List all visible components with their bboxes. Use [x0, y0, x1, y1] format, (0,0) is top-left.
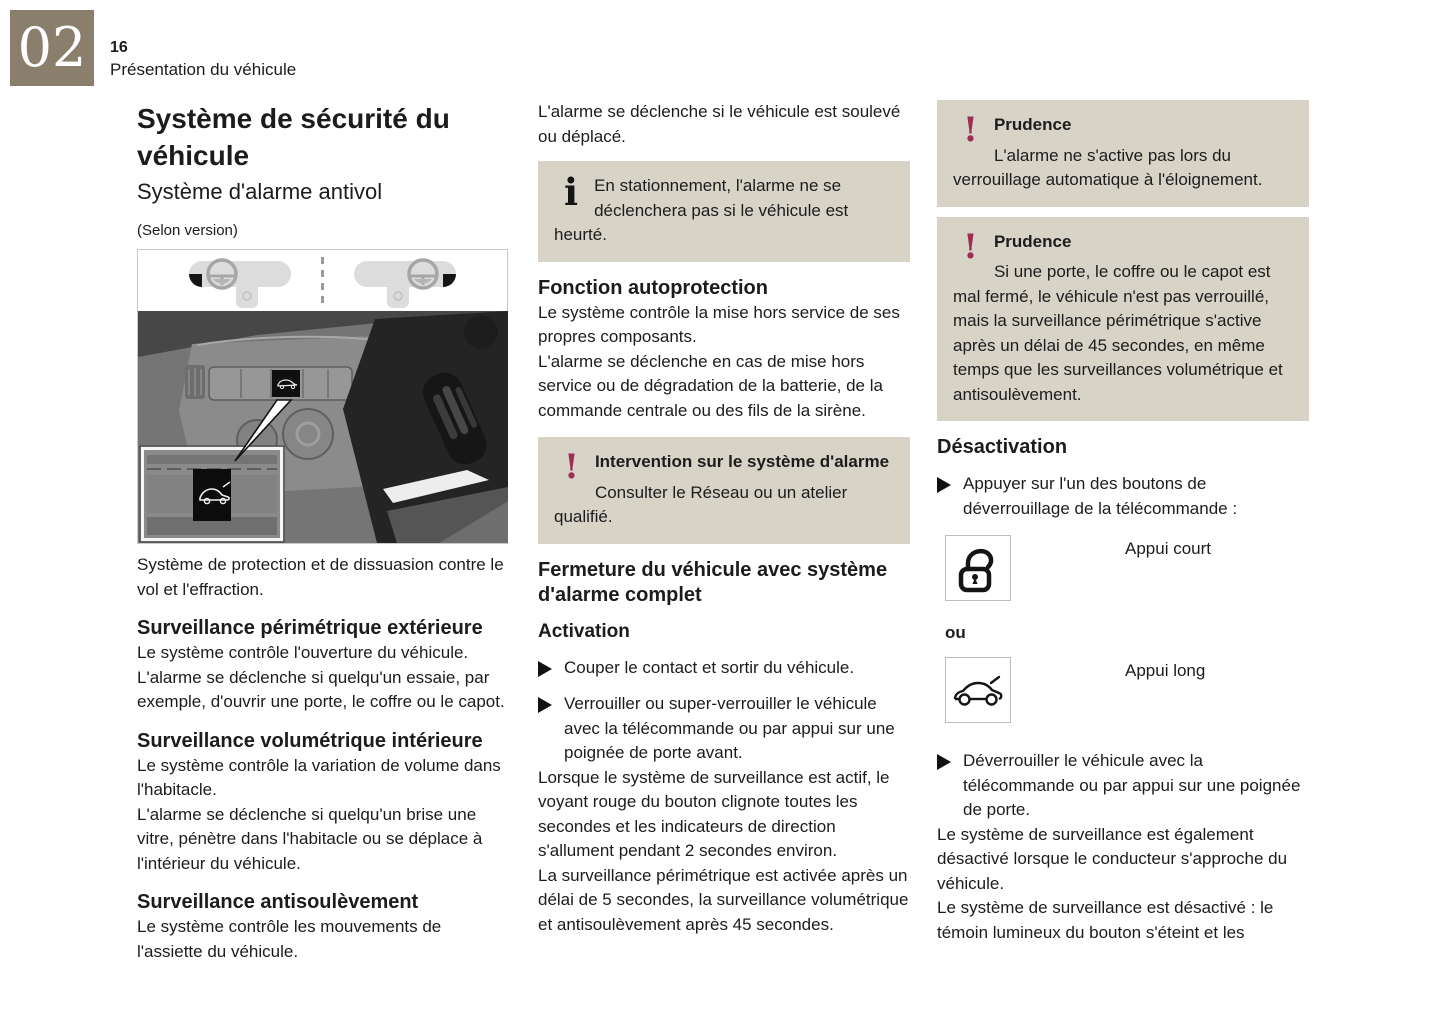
bullet-arrow-icon [937, 754, 951, 770]
heading-fonction-autoprotection: Fonction autoprotection [538, 276, 768, 299]
middle-column [538, 100, 910, 937]
paragraph: Le système de surveillance est également désactivé lorsque le conducteur s'approche du véhicule. [937, 824, 1288, 893]
paragraph: Le système contrôle l'ouverture du véhicule. [137, 643, 469, 662]
paragraph: L'alarme se déclenche si quelqu'un brise une vitre, pénètre dans l'habitacle ou se déplace à l'intérieur du véhicule. [137, 804, 483, 873]
warning-box [538, 437, 910, 544]
heading-activation: Activation [538, 620, 630, 642]
alarm-button-inset [140, 446, 284, 542]
car-tailgate-icon [945, 657, 1011, 723]
option-label: Appui court [1125, 539, 1211, 558]
caution-box [937, 217, 1309, 422]
chapter-tab [10, 10, 94, 86]
paragraph: La surveillance périmétrique est activée après un délai de 5 secondes, la surveillance volumétrique et antisoulèvement après 45 secondes. [538, 865, 909, 934]
unlock-icon [945, 535, 1011, 601]
paragraph: Le système contrôle la mise hors service de ses propres composants. [538, 302, 900, 346]
warning-text: Consulter le Réseau ou un atelier qualifié. [554, 482, 848, 526]
page-title: Système de sécurité du véhicule [137, 103, 450, 171]
caution-text: L'alarme ne s'active pas lors du verrouillage automatique à l'éloignement. [953, 145, 1263, 189]
bullet-text: Déverrouiller le véhicule avec la télécommande ou par appui sur une poignée de porte. [963, 751, 1301, 819]
caution-box [937, 100, 1309, 207]
bullet-text: Appuyer sur l'un des boutons de déverrouillage de la télécommande : [963, 474, 1238, 518]
heading-fermeture: Fermeture du véhicule avec système d'alarme complet [538, 558, 888, 606]
heading-surveillance-perimetrique: Surveillance périmétrique extérieure [137, 617, 483, 639]
caution-title: Prudence [993, 115, 1072, 134]
heading-desactivation: Désactivation [937, 436, 1068, 458]
list-item [538, 656, 910, 681]
paragraph: Le système de surveillance est désactivé : le témoin lumineux du bouton s'éteint et les [937, 898, 1274, 942]
right-column [937, 100, 1309, 945]
bullet-text: Verrouiller ou super-verrouiller le véhicule avec la télécommande ou par appui sur une poignée de porte avant. [564, 694, 895, 762]
left-column [137, 100, 509, 964]
info-icon: i [564, 170, 579, 214]
remote-option-long-press [937, 657, 1309, 723]
caution-text: Si une porte, le coffre ou le capot est mal fermé, le véhicule n'est pas verrouillé, mais la surveillance périmétrique s'active après un délai de 45 secondes, en même temps que les surveillances volumétrique et antisoulèvement. [953, 262, 1283, 404]
alarm-button [272, 370, 300, 397]
paragraph: Lorsque le système de surveillance est actif, le voyant rouge du bouton clignote toutes les secondes et les indicateurs de direction s'allument pendant 2 secondes environ. [538, 767, 890, 860]
caution-title: Prudence [993, 231, 1072, 251]
paragraph: Le système contrôle les mouvements de l'assiette du véhicule. [137, 917, 442, 961]
info-box [538, 161, 910, 262]
warning-icon: ! [963, 110, 978, 150]
alarm-button-zoomed [193, 469, 231, 521]
warning-icon: ! [564, 447, 579, 487]
page-number: 16 [110, 39, 128, 56]
bullet-arrow-icon [538, 661, 552, 677]
figure-caption: Système de protection et de dissuasion contre le vol et l'effraction. [137, 555, 504, 599]
or-label: ou [945, 623, 966, 642]
running-header [110, 38, 296, 82]
bullet-arrow-icon [937, 477, 951, 493]
paragraph: L'alarme se déclenche si quelqu'un essaie, par exemple, d'ouvrir une porte, le coffre ou le capot. [137, 667, 505, 711]
paragraph: L'alarme se déclenche en cas de mise hors service ou de dégradation de la batterie, de la commande centrale ou des fils de la sirène. [538, 351, 883, 420]
alarm-button-location-figure [137, 249, 508, 544]
list-item [937, 472, 1309, 521]
option-label: Appui long [1125, 661, 1206, 680]
heading-surveillance-antisoulevement: Surveillance antisoulèvement [137, 891, 419, 913]
version-note: (Selon version) [137, 222, 238, 239]
bullet-arrow-icon [538, 697, 552, 713]
paragraph: Le système contrôle la variation de volume dans l'habitacle. [137, 755, 501, 799]
heading-surveillance-volumetrique: Surveillance volumétrique intérieure [137, 729, 483, 752]
list-item [937, 749, 1309, 823]
warning-icon: ! [963, 226, 978, 267]
list-item [538, 692, 910, 766]
warning-title: Intervention sur le système d'alarme [594, 452, 890, 471]
page-subtitle: Système d'alarme antivol [137, 179, 383, 204]
section-title: Présentation du véhicule [110, 60, 297, 79]
chapter-number: 02 [17, 16, 87, 79]
bullet-text: Couper le contact et sortir du véhicule. [564, 657, 855, 677]
paragraph: L'alarme se déclenche si le véhicule est soulevé ou déplacé. [538, 102, 901, 146]
info-text: En stationnement, l'alarme ne se déclenchera pas si le véhicule est heurté. [554, 176, 849, 244]
remote-option-short-press [937, 535, 1309, 601]
